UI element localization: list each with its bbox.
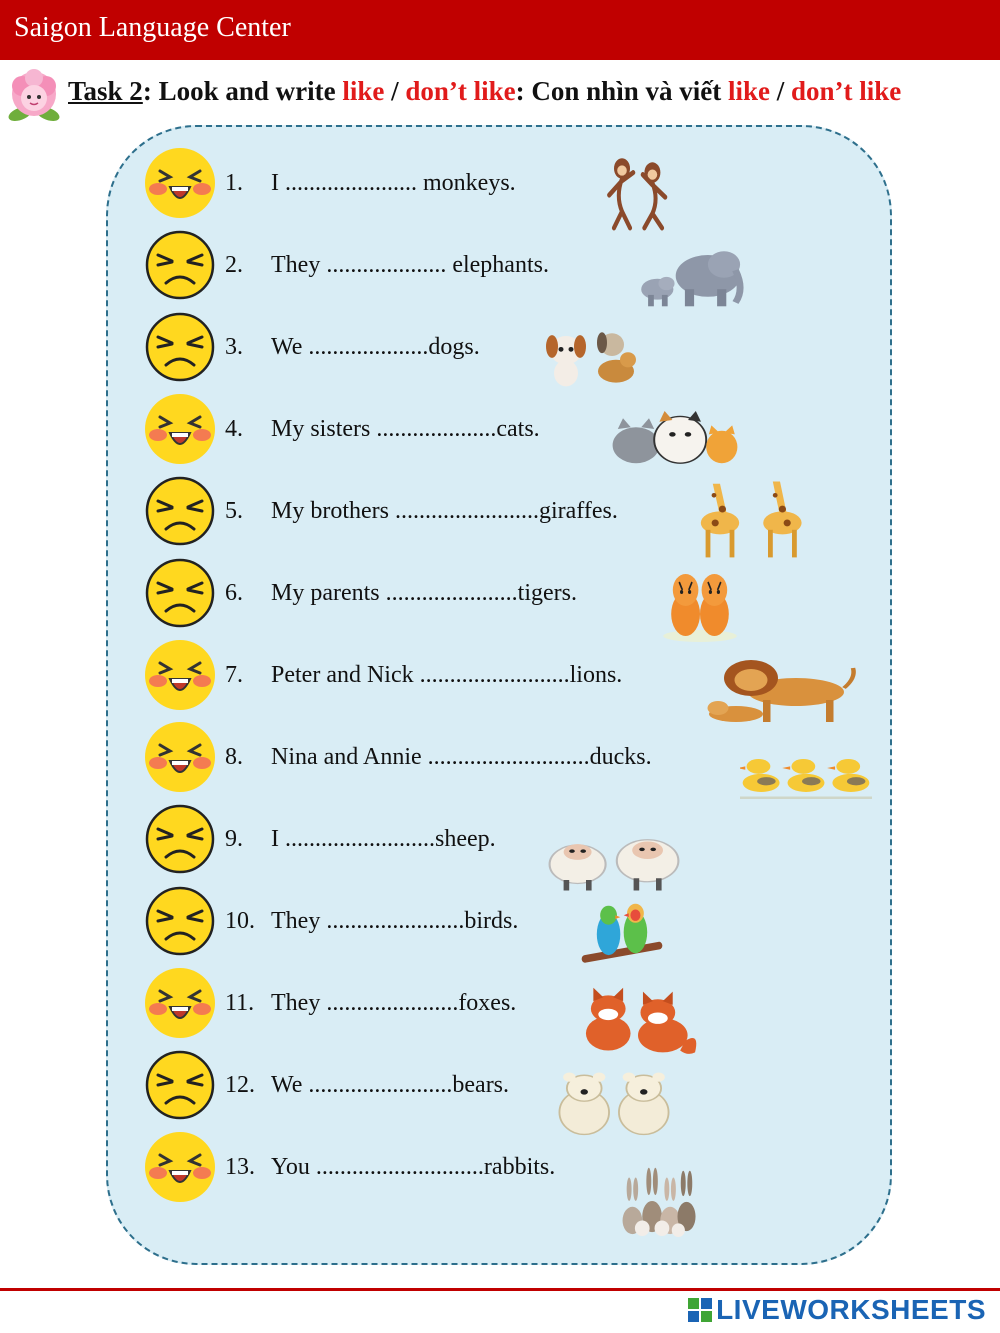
item-number: 1.: [225, 170, 243, 196]
sad-face-icon: [144, 1049, 216, 1121]
slash: /: [384, 76, 406, 106]
keyword-like: like: [342, 76, 385, 106]
brand-text: LIVEWORKSHEETS: [716, 1294, 986, 1325]
sad-face-icon: [144, 885, 216, 957]
exercise-item: [0, 885, 1000, 967]
item-number: 9.: [225, 826, 243, 852]
happy-face-icon: [144, 1131, 216, 1203]
item-number: 10.: [225, 908, 255, 934]
keyword-dont-like-vi: don’t like: [790, 76, 902, 106]
item-sentence[interactable]: You ............................rabbits.: [271, 1154, 556, 1180]
exercise-item: [0, 229, 1000, 311]
giraffes-icon: [696, 470, 816, 562]
exercise-item: [0, 1049, 1000, 1131]
keyword-like-vi: like: [727, 76, 770, 106]
task-label: Task 2: [68, 76, 143, 106]
instruction-en: Look and write: [158, 76, 343, 106]
item-number: 3.: [225, 334, 243, 360]
item-sentence[interactable]: Nina and Annie ...........................ducks.: [271, 744, 652, 770]
exercise-item: [0, 393, 1000, 475]
exercise-item: [0, 475, 1000, 557]
item-number: 2.: [225, 252, 243, 278]
sad-face-icon: [144, 475, 216, 547]
cats-icon: [610, 402, 740, 474]
item-sentence[interactable]: My parents ......................tigers.: [271, 580, 577, 606]
item-number: 6.: [225, 580, 243, 606]
rabbits-icon: [616, 1160, 698, 1238]
task-sep: :: [142, 76, 159, 106]
item-sentence[interactable]: I ...................... monkeys.: [271, 170, 516, 196]
task-title: [68, 76, 901, 107]
ducks-icon: [740, 740, 872, 806]
item-number: 7.: [225, 662, 243, 688]
item-number: 4.: [225, 416, 243, 442]
brand-footer: [688, 1292, 986, 1328]
flower-icon: [4, 68, 64, 124]
bears-icon: [552, 1066, 676, 1140]
item-sentence[interactable]: They .................... elephants.: [271, 252, 549, 278]
sheep-icon: [544, 824, 684, 894]
happy-face-icon: [144, 147, 216, 219]
sad-face-icon: [144, 311, 216, 383]
slash-vi: /: [769, 76, 791, 106]
item-number: 8.: [225, 744, 243, 770]
item-number: 12.: [225, 1072, 255, 1098]
exercise-item: [0, 967, 1000, 1049]
happy-face-icon: [144, 967, 216, 1039]
sad-face-icon: [144, 557, 216, 629]
task-heading: [0, 64, 1000, 124]
exercise-item: [0, 1131, 1000, 1213]
happy-face-icon: [144, 639, 216, 711]
item-sentence[interactable]: My sisters ....................cats.: [271, 416, 540, 442]
item-sentence[interactable]: They ......................foxes.: [271, 990, 517, 1016]
item-sentence[interactable]: Peter and Nick .........................lions.: [271, 662, 623, 688]
item-sentence[interactable]: We ....................dogs.: [271, 334, 480, 360]
elephants-icon: [632, 236, 747, 312]
dogs-icon: [540, 318, 640, 394]
keyword-dont-like: don’t like: [405, 76, 516, 106]
monkeys-icon: [598, 150, 678, 232]
instruction-vi: : Con nhìn và viết: [515, 76, 728, 106]
item-sentence[interactable]: I .........................sheep.: [271, 826, 496, 852]
item-number: 13.: [225, 1154, 255, 1180]
happy-face-icon: [144, 393, 216, 465]
item-sentence[interactable]: We ........................bears.: [271, 1072, 510, 1098]
birds-icon: [580, 900, 664, 976]
tigers-icon: [660, 564, 740, 644]
footer-rule: [0, 1288, 1000, 1291]
header-title: Saigon Language Center: [14, 12, 291, 43]
exercise-item: [0, 803, 1000, 885]
sad-face-icon: [144, 803, 216, 875]
happy-face-icon: [144, 721, 216, 793]
exercise-item: [0, 557, 1000, 639]
sad-face-icon: [144, 229, 216, 301]
lions-icon: [706, 648, 856, 728]
item-number: 5.: [225, 498, 243, 524]
item-sentence[interactable]: They .......................birds.: [271, 908, 519, 934]
item-sentence[interactable]: My brothers ........................giraffes.: [271, 498, 618, 524]
item-number: 11.: [225, 990, 255, 1016]
header-bar: [0, 0, 1000, 60]
liveworksheets-logo-icon: [688, 1298, 712, 1322]
exercise-item: [0, 311, 1000, 393]
exercise-item: [0, 147, 1000, 229]
